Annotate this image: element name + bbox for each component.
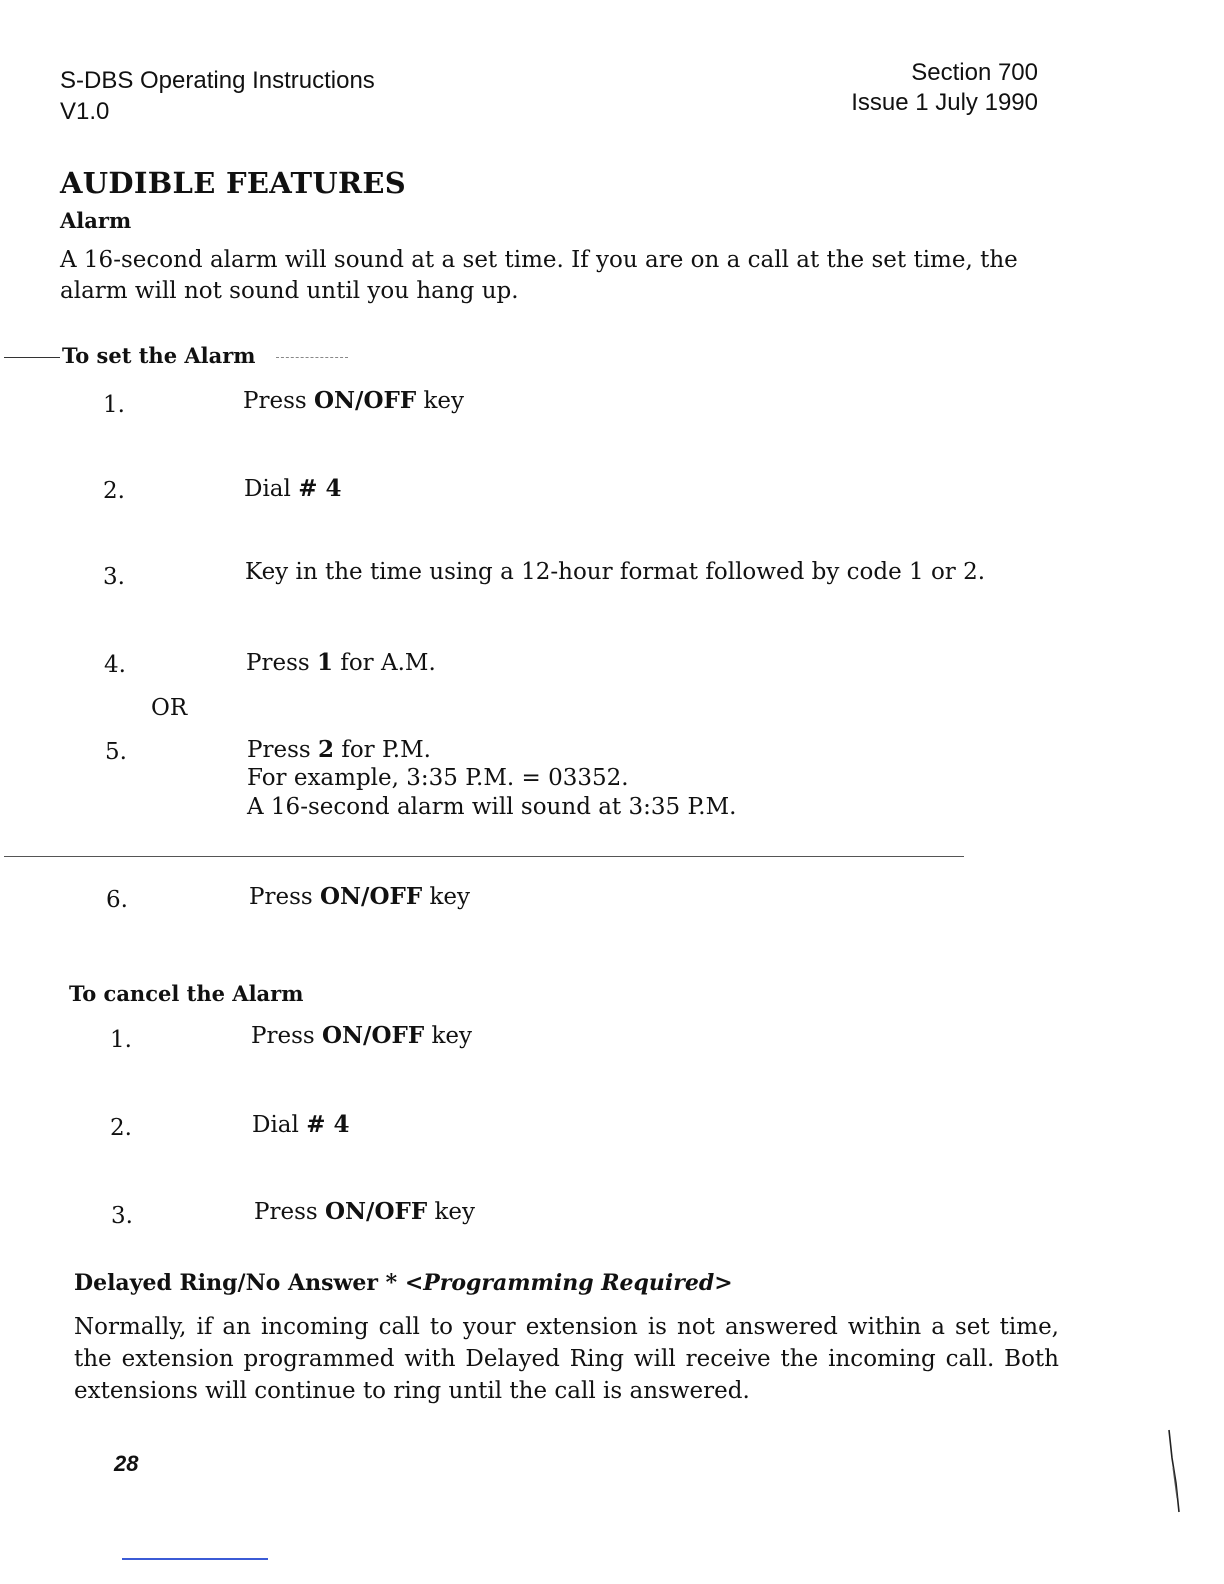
horizontal-divider (4, 856, 964, 857)
header-section: Section 700 (911, 59, 1038, 86)
set-step-number: 1. (103, 392, 125, 418)
cancel-alarm-heading: To cancel the Alarm (69, 981, 304, 1006)
example-line: For example, 3:35 P.M. = 03352. (247, 765, 629, 791)
set-step-number: 2. (103, 478, 125, 504)
alarm-description-line2: alarm will not sound until you hang up. (60, 278, 519, 304)
bottom-edge-line (122, 1558, 268, 1560)
set-step-number: 5. (105, 739, 127, 765)
cancel-step-text: Press ON/OFF key (251, 1022, 473, 1049)
cancel-step-number: 1. (110, 1027, 132, 1053)
set-alarm-trailing-rule (276, 357, 348, 358)
set-step-number: 4. (104, 652, 126, 678)
set-step-text: Key in the time using a 12-hour format followed by code 1 or 2. (245, 559, 986, 585)
delayed-ring-heading: Delayed Ring/No Answer * <Programming Required> (74, 1270, 733, 1296)
section-title: AUDIBLE FEATURES (60, 166, 407, 200)
example-result-line: A 16-second alarm will sound at 3:35 P.M. (247, 794, 737, 820)
header-title: S-DBS Operating Instructions (60, 67, 375, 94)
cancel-step-number: 3. (111, 1203, 133, 1229)
delayed-ring-paragraph: Normally, if an incoming call to your extension is not answered within a set time, the extension programmed with Delayed Ring will receive the incoming call. Both extensions will continue to ring until the call is answered. (74, 1314, 1059, 1404)
set-step-text: Press ON/OFF key (249, 883, 471, 910)
or-label: OR (151, 695, 188, 721)
header-issue-date: Issue 1 July 1990 (851, 89, 1038, 116)
header-version: V1.0 (60, 98, 110, 125)
set-step-text: Press 1 for A.M. (246, 649, 436, 676)
set-step-number: 6. (106, 887, 128, 913)
set-alarm-heading: To set the Alarm (62, 343, 256, 368)
left-margin-rule (4, 357, 60, 358)
page-number: 28 (114, 1451, 139, 1476)
cancel-step-text: Dial # 4 (252, 1111, 350, 1138)
set-step-text: Press ON/OFF key (243, 387, 465, 414)
set-step-number: 3. (103, 564, 125, 590)
cancel-step-text: Press ON/OFF key (254, 1198, 476, 1225)
set-step-text: Dial # 4 (244, 475, 342, 502)
set-step-text: Press 2 for P.M. (247, 736, 431, 763)
alarm-description-line1: A 16-second alarm will sound at a set time. If you are on a call at the set time, the (60, 247, 1018, 273)
alarm-heading: Alarm (60, 208, 132, 233)
programming-required-note: <Programming Required> (404, 1270, 733, 1296)
scan-margin-mark (1168, 1428, 1180, 1514)
cancel-step-number: 2. (110, 1115, 132, 1141)
